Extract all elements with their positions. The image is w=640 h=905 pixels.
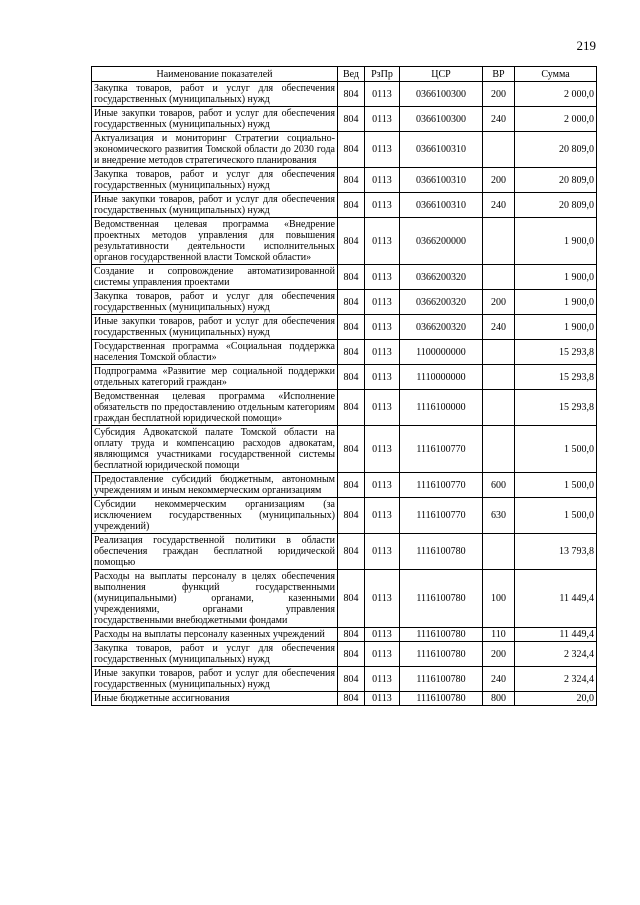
- cell-vr: 100: [483, 570, 515, 628]
- cell-sum: 20 809,0: [515, 193, 597, 218]
- cell-sum: 1 500,0: [515, 426, 597, 473]
- cell-vr: [483, 365, 515, 390]
- cell-csr: 1116100780: [400, 534, 483, 570]
- cell-sum: 20 809,0: [515, 168, 597, 193]
- header-rzpr: РзПр: [365, 67, 400, 82]
- cell-name: Ведомственная целевая программа «Исполнение обязательств по предоставлению отдельным категориям граждан бесплатной юридической помощи»: [92, 390, 338, 426]
- cell-rzpr: 0113: [365, 534, 400, 570]
- table-row: [92, 107, 597, 132]
- page-number: 219: [576, 38, 596, 53]
- cell-ved: 804: [338, 642, 365, 667]
- cell-rzpr: 0113: [365, 628, 400, 642]
- cell-ved: 804: [338, 473, 365, 498]
- cell-vr: 630: [483, 498, 515, 534]
- header-sum: Сумма: [515, 67, 597, 82]
- cell-rzpr: 0113: [365, 498, 400, 534]
- cell-vr: 240: [483, 193, 515, 218]
- cell-name: Ведомственная целевая программа «Внедрение проектных методов управления для повышения результативности деятельности исполнительных органов государственной власти Томской области»: [92, 218, 338, 265]
- cell-sum: 11 449,4: [515, 628, 597, 642]
- cell-ved: 804: [338, 390, 365, 426]
- table-row: [92, 692, 597, 706]
- cell-csr: 1116100000: [400, 390, 483, 426]
- cell-sum: 2 000,0: [515, 107, 597, 132]
- table-row: [92, 82, 597, 107]
- cell-rzpr: 0113: [365, 667, 400, 692]
- cell-sum: 1 500,0: [515, 473, 597, 498]
- cell-csr: 0366100300: [400, 82, 483, 107]
- cell-sum: 20,0: [515, 692, 597, 706]
- cell-ved: 804: [338, 315, 365, 340]
- budget-table: [91, 66, 597, 706]
- cell-name: Субсидия Адвокатской палате Томской области на оплату труда и компенсацию расходов адвокатам, являющимся участниками государственной системы бесплатной юридической помощи: [92, 426, 338, 473]
- cell-csr: 0366200000: [400, 218, 483, 265]
- cell-ved: 804: [338, 692, 365, 706]
- header-name: Наименование показателей: [92, 67, 338, 82]
- header-ved: Вед: [338, 67, 365, 82]
- cell-vr: 240: [483, 315, 515, 340]
- table-row: [92, 390, 597, 426]
- cell-ved: 804: [338, 290, 365, 315]
- cell-name: Иные закупки товаров, работ и услуг для обеспечения государственных (муниципальных) нужд: [92, 667, 338, 692]
- cell-sum: 1 900,0: [515, 218, 597, 265]
- cell-vr: [483, 534, 515, 570]
- cell-name: Иные закупки товаров, работ и услуг для обеспечения государственных (муниципальных) нужд: [92, 193, 338, 218]
- cell-rzpr: 0113: [365, 390, 400, 426]
- cell-rzpr: 0113: [365, 193, 400, 218]
- cell-rzpr: 0113: [365, 426, 400, 473]
- header-vr: ВР: [483, 67, 515, 82]
- cell-name: Расходы на выплаты персоналу в целях обеспечения выполнения функций государственными (муниципальными) органами, казенными учреждениями, органами управления государственными внебюджетными фондами: [92, 570, 338, 628]
- table-row: [92, 534, 597, 570]
- cell-rzpr: 0113: [365, 570, 400, 628]
- cell-csr: 1116100780: [400, 667, 483, 692]
- cell-vr: 200: [483, 168, 515, 193]
- table-header-row: [92, 67, 597, 82]
- cell-vr: [483, 390, 515, 426]
- cell-ved: 804: [338, 365, 365, 390]
- table-row: [92, 365, 597, 390]
- cell-sum: 1 900,0: [515, 315, 597, 340]
- cell-rzpr: 0113: [365, 168, 400, 193]
- cell-name: Государственная программа «Социальная поддержка населения Томской области»: [92, 340, 338, 365]
- cell-sum: 1 900,0: [515, 290, 597, 315]
- cell-csr: 1116100770: [400, 473, 483, 498]
- cell-ved: 804: [338, 193, 365, 218]
- cell-csr: 0366100300: [400, 107, 483, 132]
- cell-csr: 0366200320: [400, 315, 483, 340]
- cell-name: Закупка товаров, работ и услуг для обеспечения государственных (муниципальных) нужд: [92, 290, 338, 315]
- cell-name: Субсидии некоммерческим организациям (за исключением государственных (муниципальных) учреждений): [92, 498, 338, 534]
- table-row: [92, 667, 597, 692]
- table-row: [92, 570, 597, 628]
- cell-name: Закупка товаров, работ и услуг для обеспечения государственных (муниципальных) нужд: [92, 642, 338, 667]
- cell-sum: 13 793,8: [515, 534, 597, 570]
- cell-rzpr: 0113: [365, 642, 400, 667]
- cell-sum: 15 293,8: [515, 340, 597, 365]
- table-row: [92, 340, 597, 365]
- cell-csr: 1116100770: [400, 498, 483, 534]
- header-csr: ЦСР: [400, 67, 483, 82]
- table-row: [92, 628, 597, 642]
- cell-name: Иные закупки товаров, работ и услуг для обеспечения государственных (муниципальных) нужд: [92, 315, 338, 340]
- cell-rzpr: 0113: [365, 107, 400, 132]
- cell-ved: 804: [338, 168, 365, 193]
- cell-vr: [483, 426, 515, 473]
- cell-sum: 2 324,4: [515, 642, 597, 667]
- cell-ved: 804: [338, 82, 365, 107]
- cell-name: Закупка товаров, работ и услуг для обеспечения государственных (муниципальных) нужд: [92, 168, 338, 193]
- table-row: [92, 498, 597, 534]
- cell-sum: 11 449,4: [515, 570, 597, 628]
- cell-csr: 0366100310: [400, 168, 483, 193]
- table-row: [92, 193, 597, 218]
- cell-ved: 804: [338, 498, 365, 534]
- table-row: [92, 168, 597, 193]
- cell-csr: 0366100310: [400, 132, 483, 168]
- cell-csr: 1116100780: [400, 628, 483, 642]
- cell-vr: [483, 340, 515, 365]
- table-row: [92, 315, 597, 340]
- cell-name: Расходы на выплаты персоналу казенных учреждений: [92, 628, 338, 642]
- cell-rzpr: 0113: [365, 290, 400, 315]
- cell-csr: 0366100310: [400, 193, 483, 218]
- cell-ved: 804: [338, 628, 365, 642]
- cell-rzpr: 0113: [365, 365, 400, 390]
- cell-rzpr: 0113: [365, 473, 400, 498]
- cell-ved: 804: [338, 265, 365, 290]
- cell-ved: 804: [338, 570, 365, 628]
- table-row: [92, 642, 597, 667]
- cell-sum: 15 293,8: [515, 365, 597, 390]
- cell-csr: 1116100780: [400, 642, 483, 667]
- cell-vr: 600: [483, 473, 515, 498]
- table-body: [92, 82, 597, 706]
- cell-rzpr: 0113: [365, 265, 400, 290]
- cell-name: Предоставление субсидий бюджетным, автономным учреждениям и иным некоммерческим организациям: [92, 473, 338, 498]
- table-row: [92, 218, 597, 265]
- cell-ved: 804: [338, 426, 365, 473]
- cell-ved: 804: [338, 667, 365, 692]
- cell-sum: 20 809,0: [515, 132, 597, 168]
- cell-csr: 1100000000: [400, 340, 483, 365]
- cell-rzpr: 0113: [365, 315, 400, 340]
- cell-rzpr: 0113: [365, 692, 400, 706]
- cell-name: Актуализация и мониторинг Стратегии социально-экономического развития Томской области до 2030 года и внедрение методов стратегического планирования: [92, 132, 338, 168]
- cell-csr: 1116100780: [400, 570, 483, 628]
- table-row: [92, 473, 597, 498]
- cell-name: Реализация государственной политики в области обеспечения граждан бесплатной юридической помощью: [92, 534, 338, 570]
- cell-name: Иные бюджетные ассигнования: [92, 692, 338, 706]
- cell-sum: 1 500,0: [515, 498, 597, 534]
- cell-vr: 800: [483, 692, 515, 706]
- cell-vr: [483, 265, 515, 290]
- cell-vr: [483, 132, 515, 168]
- cell-csr: 1116100780: [400, 692, 483, 706]
- cell-vr: 240: [483, 667, 515, 692]
- cell-rzpr: 0113: [365, 218, 400, 265]
- cell-name: Создание и сопровождение автоматизированной системы управления проектами: [92, 265, 338, 290]
- cell-vr: [483, 218, 515, 265]
- cell-csr: 1116100770: [400, 426, 483, 473]
- cell-ved: 804: [338, 218, 365, 265]
- cell-csr: 0366200320: [400, 265, 483, 290]
- cell-ved: 804: [338, 534, 365, 570]
- cell-ved: 804: [338, 132, 365, 168]
- cell-ved: 804: [338, 340, 365, 365]
- cell-name: Подпрограмма «Развитие мер социальной поддержки отдельных категорий граждан»: [92, 365, 338, 390]
- cell-rzpr: 0113: [365, 340, 400, 365]
- table-row: [92, 426, 597, 473]
- cell-sum: 2 000,0: [515, 82, 597, 107]
- table-row: [92, 132, 597, 168]
- cell-csr: 1110000000: [400, 365, 483, 390]
- cell-sum: 1 900,0: [515, 265, 597, 290]
- cell-name: Иные закупки товаров, работ и услуг для обеспечения государственных (муниципальных) нужд: [92, 107, 338, 132]
- cell-csr: 0366200320: [400, 290, 483, 315]
- cell-vr: 240: [483, 107, 515, 132]
- table-row: [92, 265, 597, 290]
- cell-vr: 200: [483, 82, 515, 107]
- cell-rzpr: 0113: [365, 132, 400, 168]
- table-row: [92, 290, 597, 315]
- cell-vr: 200: [483, 290, 515, 315]
- cell-vr: 200: [483, 642, 515, 667]
- cell-sum: 15 293,8: [515, 390, 597, 426]
- cell-rzpr: 0113: [365, 82, 400, 107]
- cell-ved: 804: [338, 107, 365, 132]
- cell-sum: 2 324,4: [515, 667, 597, 692]
- cell-name: Закупка товаров, работ и услуг для обеспечения государственных (муниципальных) нужд: [92, 82, 338, 107]
- cell-vr: 110: [483, 628, 515, 642]
